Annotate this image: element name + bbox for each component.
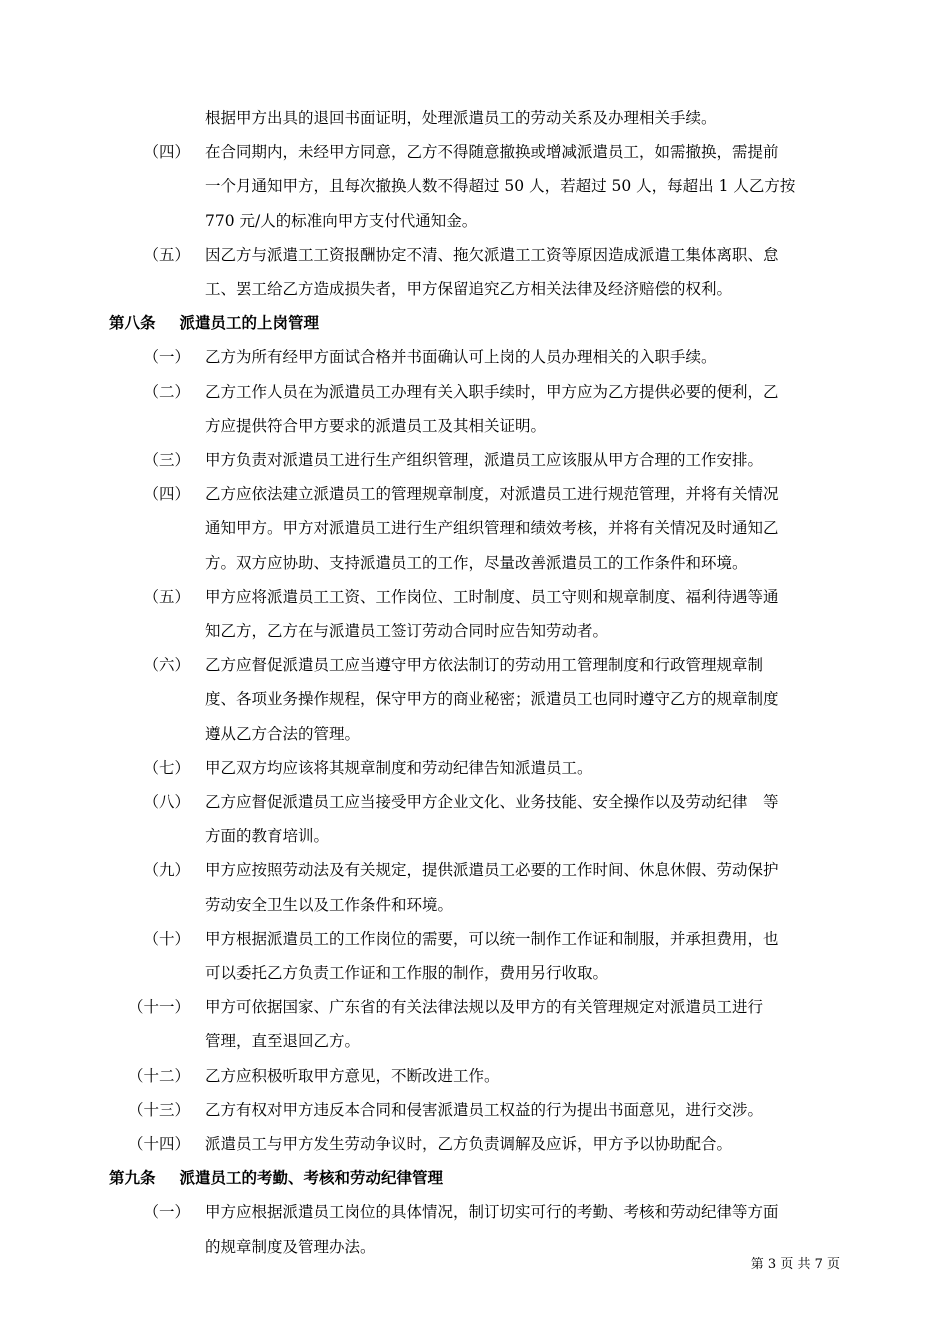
- clause-number: （十三）: [127, 1100, 190, 1119]
- article-number: 第九条: [109, 1169, 156, 1188]
- clause-number: （十）: [143, 929, 190, 948]
- clause-text-line: 乙方应督促派遣员工应当遵守甲方依法制订的劳动用工管理制度和行政管理规章制: [205, 656, 764, 675]
- clause-text-line: 甲方负责对派遣员工进行生产组织管理，派遣员工应该服从甲方合理的工作安排。: [205, 451, 764, 469]
- clause-text-line: 乙方应积极听取甲方意见，不断改进工作。: [205, 1066, 500, 1085]
- clause-text-line: 乙方应督促派遣员工应当接受甲方企业文化、业务技能、安全操作以及劳动纪律 等: [205, 793, 779, 811]
- clause-number: （五）: [143, 245, 190, 264]
- clause-text-line: 方面的教育培训。: [205, 827, 330, 846]
- page-footer: 第 3 页 共 7 页: [750, 1257, 840, 1272]
- clause-number: （八）: [143, 793, 190, 811]
- article-title: 派遣员工的上岗管理: [179, 314, 320, 333]
- clause-text-line: 因乙方与派遣工工资报酬协定不清、拖欠派遣工工资等原因造成派遣工集体离职、怠: [205, 245, 779, 264]
- clause-text-line: 甲方应按照劳动法及有关规定，提供派遣员工必要的工作时间、休息休假、劳动保护: [205, 861, 779, 880]
- clause-text-line: 乙方为所有经甲方面试合格并书面确认可上岗的人员办理相关的入职手续。: [205, 348, 717, 367]
- continuation-text-line: 根据甲方出具的退回书面证明，处理派遣员工的劳动关系及办理相关手续。: [205, 109, 717, 127]
- clause-text-line: 可以委托乙方负责工作证和工作服的制作，费用另行收取。: [205, 964, 609, 982]
- clause-number: （十四）: [127, 1135, 190, 1153]
- clause-number: （四）: [143, 143, 190, 162]
- clause-number: （十一）: [127, 998, 190, 1017]
- clause-number: （四）: [143, 485, 190, 504]
- clause-number: （一）: [143, 1203, 190, 1222]
- clause-text-line: 遵从乙方合法的管理。: [205, 724, 361, 743]
- clause-number: （六）: [143, 656, 190, 675]
- clause-text-line: 劳动安全卫生以及工作条件和环境。: [205, 895, 454, 914]
- clause-number: （五）: [143, 587, 190, 606]
- clause-text-line: 一个月通知甲方，且每次撤换人数不得超过 50 人，若超过 50 人，每超出 1 人乙方按: [205, 177, 796, 196]
- clause-text-line: 乙方有权对甲方违反本合同和侵害派遣员工权益的行为提出书面意见，进行交涉。: [205, 1100, 764, 1119]
- clause-text-line: 通知甲方。甲方对派遣员工进行生产组织管理和绩效考核，并将有关情况及时通知乙: [205, 519, 779, 538]
- clause-number: （九）: [143, 861, 190, 880]
- clause-number: （十二）: [127, 1066, 190, 1085]
- article-number: 第八条: [109, 314, 156, 333]
- clause-text-line: 方应提供符合甲方要求的派遣员工及其相关证明。: [205, 416, 547, 435]
- clause-number: （三）: [143, 451, 190, 469]
- clause-text-line: 派遣员工与甲方发生劳动争议时，乙方负责调解及应诉，甲方予以协助配合。: [205, 1135, 733, 1153]
- clause-number: （一）: [143, 348, 190, 367]
- clause-text-line: 知乙方，乙方在与派遣员工签订劳动合同时应告知劳动者。: [205, 622, 609, 640]
- clause-text-line: 的规章制度及管理办法。: [205, 1237, 376, 1256]
- clause-text-line: 甲乙双方均应该将其规章制度和劳动纪律告知派遣员工。: [205, 758, 593, 777]
- clause-text-line: 方。双方应协助、支持派遣员工的工作，尽量改善派遣员工的工作条件和环境。: [205, 553, 748, 572]
- clause-text-line: 770 元/人的标准向甲方支付代通知金。: [205, 211, 478, 230]
- clause-text-line: 乙方应依法建立派遣员工的管理规章制度，对派遣员工进行规范管理，并将有关情况: [205, 485, 779, 504]
- clause-text-line: 甲方应将派遣员工工资、工作岗位、工时制度、员工守则和规章制度、福利待遇等通: [205, 587, 779, 606]
- clause-text-line: 度、各项业务操作规程，保守甲方的商业秘密；派遣员工也同时遵守乙方的规章制度: [205, 690, 779, 709]
- clause-text-line: 甲方可依据国家、广东省的有关法律法规以及甲方的有关管理规定对派遣员工进行: [205, 998, 764, 1017]
- clause-text-line: 工、罢工给乙方造成损失者，甲方保留追究乙方相关法律及经济赔偿的权利。: [205, 280, 733, 298]
- article-9-heading: [109, 1168, 443, 1188]
- article-title: 派遣员工的考勤、考核和劳动纪律管理: [179, 1169, 444, 1188]
- clause-number: （二）: [143, 382, 190, 401]
- clause-text-line: 在合同期内，未经甲方同意，乙方不得随意撤换或增减派遣员工，如需撤换，需提前: [205, 143, 779, 162]
- clause-text-line: 管理，直至退回乙方。: [205, 1032, 361, 1051]
- clause-text-line: 甲方根据派遣员工的工作岗位的需要，可以统一制作工作证和制服，并承担费用，也: [205, 929, 779, 948]
- article-8-heading: [109, 313, 319, 333]
- clause-text-line: 乙方工作人员在为派遣员工办理有关入职手续时，甲方应为乙方提供必要的便利，乙: [205, 382, 779, 401]
- clause-number: （七）: [143, 758, 190, 777]
- clause-text-line: 甲方应根据派遣员工岗位的具体情况，制订切实可行的考勤、考核和劳动纪律等方面: [205, 1203, 779, 1222]
